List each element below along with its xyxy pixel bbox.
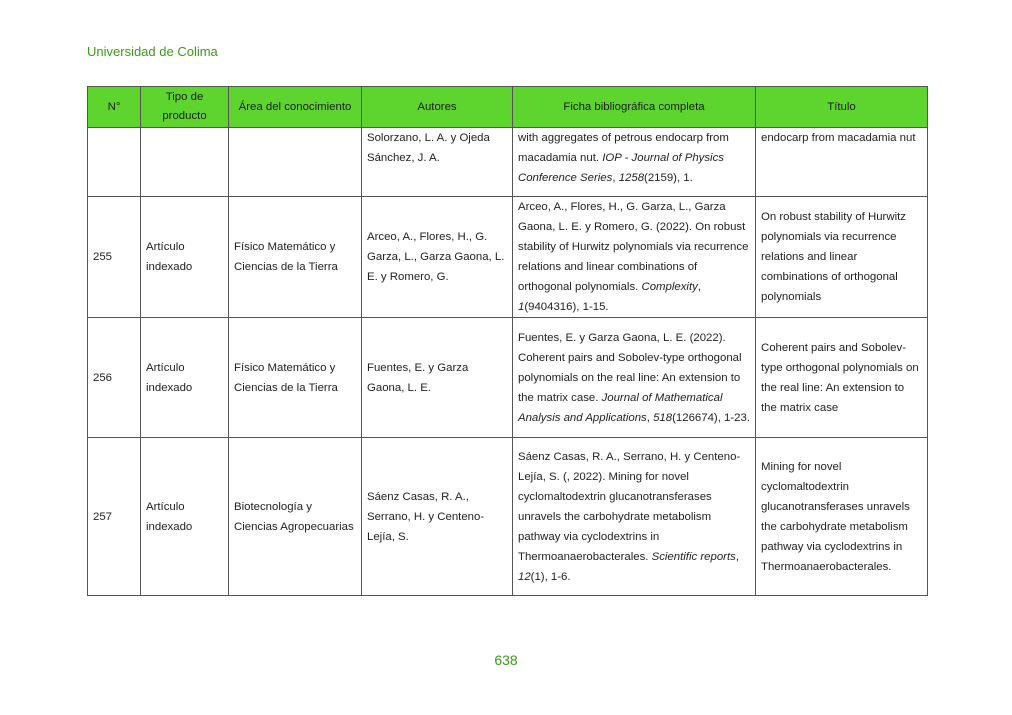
citation-text: Sáenz Casas, R. A., Serrano, H. y Centeno-Lejía, S. (, 2022). Mining for novel cyclomaltodextrin glucanotransferases unravels the carbohydrate metabolism pathway via cyclodextrins in Thermoanaerobacterales. (518, 450, 741, 563)
cell-type: Artículo indexado (141, 438, 229, 596)
cell-area (229, 128, 362, 197)
cell-citation (513, 438, 756, 596)
cell-authors: Arceo, A., Flores, H., G. Garza, L., Garza Gaona, L. E. y Romero, G. (362, 197, 513, 318)
citation-volume: 1 (518, 301, 525, 313)
cell-citation (513, 197, 756, 318)
cell-authors: Sáenz Casas, R. A., Serrano, H. y Centeno-Lejía, S. (362, 438, 513, 596)
column-header-title: Título (756, 87, 928, 128)
citation-issue-pages: (9404316), 1-15. (524, 301, 609, 313)
citation-source: Complexity (641, 281, 698, 293)
cell-area: Biotecnología y Ciencias Agropecuarias (229, 438, 362, 596)
cell-authors: Fuentes, E. y Garza Gaona, L. E. (362, 318, 513, 438)
cell-area: Físico Matemático y Ciencias de la Tierra (229, 197, 362, 318)
cell-title: Coherent pairs and Sobolev-type orthogonal polynomials on the real line: An extension to the matrix case (756, 318, 928, 438)
table-row (88, 318, 928, 438)
page-number: 638 (494, 652, 518, 668)
citation-separator: , (697, 281, 701, 293)
cell-number (88, 128, 141, 197)
citation-issue-pages: (2159), 1. (644, 172, 693, 184)
citation-text: with aggregates of petrous endocarp from macadamia nut. (518, 132, 729, 164)
bibliography-table (87, 86, 928, 596)
cell-title: On robust stability of Hurwitz polynomials via recurrence relations and linear combinations of orthogonal polynomials (756, 197, 928, 318)
cell-number: 257 (88, 438, 141, 596)
citation-source: IOP - Journal of Physics Conference Series (518, 152, 724, 184)
citation-separator: , (735, 550, 739, 563)
cell-title: endocarp from macadamia nut (756, 128, 928, 197)
cell-number: 255 (88, 197, 141, 318)
column-header-number: N° (88, 87, 141, 128)
citation-separator: , (646, 411, 654, 424)
table-row-continuation (88, 128, 928, 197)
column-header-authors: Autores (362, 87, 513, 128)
citation-volume: 518 (653, 411, 673, 424)
table-row (88, 438, 928, 596)
citation-separator: , (612, 172, 619, 184)
institution-header: Universidad de Colima (87, 44, 218, 59)
citation-volume: 1258 (618, 172, 645, 184)
citation-source: Journal of Mathematical Analysis and Applications (518, 391, 723, 424)
table-header-row (88, 87, 928, 128)
cell-type: Artículo indexado (141, 197, 229, 318)
cell-area: Físico Matemático y Ciencias de la Tierra (229, 318, 362, 438)
table-row (88, 197, 928, 318)
column-header-type: Tipo de producto (141, 87, 229, 128)
cell-type: Artículo indexado (141, 318, 229, 438)
cell-title: Mining for novel cyclomaltodextrin glucanotransferases unravels the carbohydrate metabolism pathway via cyclodextrins in Thermoanaerobacterales. (756, 438, 928, 596)
citation-volume: 12 (518, 570, 531, 583)
cell-citation (513, 318, 756, 438)
cell-citation (513, 128, 756, 197)
cell-number: 256 (88, 318, 141, 438)
citation-source: Scientific reports (651, 550, 736, 563)
column-header-citation: Ficha bibliográfica completa (513, 87, 756, 128)
cell-authors: Solorzano, L. A. y Ojeda Sánchez, J. A. (362, 128, 513, 197)
citation-issue-pages: (1), 1-6. (530, 570, 571, 583)
citation-text: Arceo, A., Flores, H., G. Garza, L., Garza Gaona, L. E. y Romero, G. (2022). On robust stability of Hurwitz polynomials via recurrence relations and linear combinations of orthogonal polynomials. (518, 201, 749, 293)
citation-text: Fuentes, E. y Garza Gaona, L. E. (2022). Coherent pairs and Sobolev-type orthogonal polynomials on the real line: An extension to the matrix case. (518, 331, 742, 404)
citation-issue-pages: (126674), 1-23. (672, 411, 750, 424)
column-header-area: Área del conocimiento (229, 87, 362, 128)
cell-type (141, 128, 229, 197)
